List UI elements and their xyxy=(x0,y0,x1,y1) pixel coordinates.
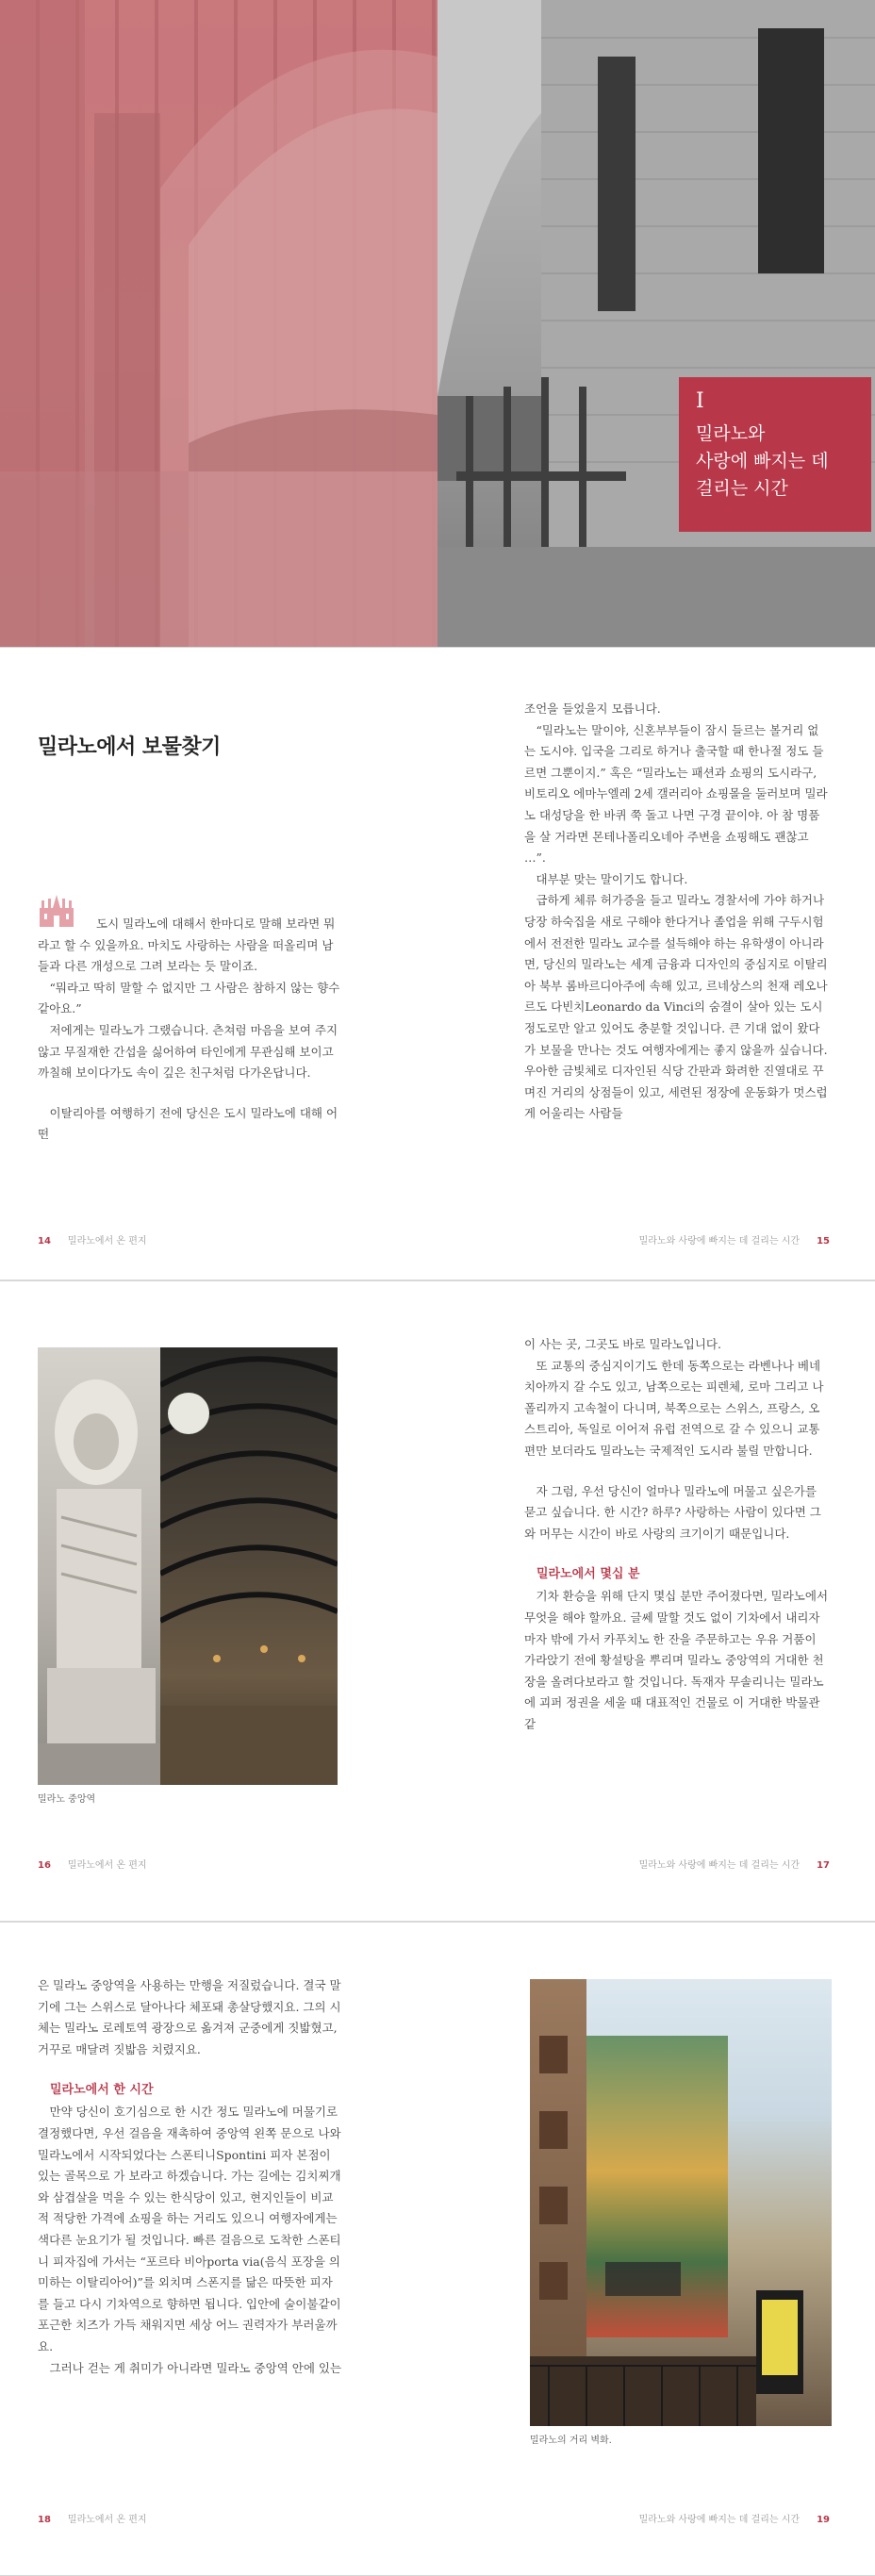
folio-right xyxy=(639,1857,830,1871)
paragraph: 저에게는 밀라노가 그랬습니다. 츤쳐럼 마음을 보여 주지 않고 무질재한 간섭을 싫어하여 타인에게 무관심해 보이고 까칠해 보이다가도 속이 깊은 친구처럼 다가온답니다. xyxy=(38,1022,338,1081)
spread-pages-16-17 xyxy=(0,1280,875,1922)
paragraph: 그러나 걷는 게 취미가 아니라면 밀라노 중앙역 안에 있는 xyxy=(49,2360,342,2375)
building-illustration xyxy=(438,0,875,647)
running-title: 밀라노에서 온 편지 xyxy=(67,2515,147,2525)
page-number: 16 xyxy=(38,1860,51,1871)
running-title: 밀라노와 사랑에 빠지는 데 걸리는 시간 xyxy=(638,1860,801,1871)
page-18-body xyxy=(38,1975,341,2379)
paragraph: “뭐라고 딱히 말할 수 없지만 그 사람은 참하지 않는 향수 같아요.” xyxy=(38,980,340,1016)
section-title: 밀라노에서 보물찾기 xyxy=(38,735,221,759)
folio-right xyxy=(639,2511,830,2525)
milano-central-station-photo xyxy=(38,1347,338,1785)
page-number: 19 xyxy=(817,2515,830,2525)
street-mural-photo xyxy=(530,1979,832,2426)
running-title: 밀라노와 사랑에 빠지는 데 걸리는 시간 xyxy=(638,1236,801,1247)
paragraph: 대부분 맞는 말이기도 합니다. xyxy=(536,871,688,886)
photo-caption: 밀라노 중앙역 xyxy=(38,1794,96,1805)
paragraph: 조언을 들었을지 모릅니다. xyxy=(524,702,661,716)
running-title: 밀라노에서 온 편지 xyxy=(67,1236,147,1247)
running-title: 밀라노와 사랑에 빠지는 데 걸리는 시간 xyxy=(638,2515,801,2525)
lion-statue xyxy=(38,1347,160,1785)
arch-illustration xyxy=(0,0,438,647)
subhead: 밀라노에서 한 시간 xyxy=(50,2083,154,2098)
folio-left xyxy=(38,1232,147,1247)
spread-pages-14-15 xyxy=(0,647,875,1280)
subhead: 밀라노에서 몇십 분 xyxy=(537,1567,640,1582)
stone-building-photo xyxy=(438,0,875,647)
page-14-body xyxy=(38,914,341,1146)
chapter-title-line: 걸리는 시간 xyxy=(696,478,788,499)
page-17-body xyxy=(524,1334,828,1736)
paragraph: 자 그럼, 우선 당신이 얼마나 밀라노에 머물고 싶은가를 묻고 싶습니다. 한 시간? 하루? 사랑하는 사람이 있다면 그와 머무는 시간이 바로 사랑의 크기이기 때문입니다. xyxy=(524,1483,821,1541)
chapter-opener-spread xyxy=(0,0,875,647)
paragraph: 이탈리아를 여행하기 전에 당신은 도시 밀라노에 대해 어떤 xyxy=(38,1105,338,1142)
folio-left xyxy=(38,2511,147,2525)
paragraph: 급하게 체류 허가증을 들고 밀라노 경찰서에 가야 하거나 당장 하숙집을 새로 구해야 한다거나 졸업을 위해 구두시험에서 전전한 밀라노 교수를 설득해야 하는 유학생이 아니라면, 당신의 밀라노는 세계 금융과 디자인의 중심지로 이탈리아 북부 롬바르디아주에 속해 있고, 르네상스의 천재 레오나르도 다빈치Leonardo da Vinci의 숨결이 살아 있는 도시 정도로만 알고 있어도 충분할 것입니다. 큰 기대 없이 왔다가 보물을 만나는 것도 여행자에게는 좋지 않을까 싶습니다. 우아한 금빛체로 디자인된 식당 간판과 화려한 진열대로 꾸며진 거리의 상점들이 있고, 세련된 정장에 운동화가 멋스럽게 어울리는 사람들 xyxy=(524,893,828,1121)
page-number: 18 xyxy=(38,2515,51,2525)
photo-caption: 밀라노의 거리 벽화. xyxy=(530,2436,612,2446)
paragraph: “밀라노는 말이야, 신혼부부들이 잠시 들르는 볼거리 없는 도시야. 입국을 그리로 하거나 출국할 때 한나절 정도 들르면 그뿐이지.” 혹은 “밀라노는 패션과 쇼핑의 도시라구, 비토리오 에마누엘레 2세 갤러리아 쇼핑몰을 둘러보며 밀라노 대성당을 한 바퀴 쭉 돌고 나면 구경 끝이야. 아 참 명품을 살 거라면 몬테나폴리오네아 주변을 쇼핑해도 괜찮고 …”. xyxy=(524,722,828,866)
page-number: 15 xyxy=(817,1236,830,1247)
folio-right xyxy=(639,1232,830,1247)
station-canopy xyxy=(160,1347,338,1785)
arch-photo-tinted xyxy=(0,0,438,647)
paragraph: 도시 밀라노에 대해서 한마디로 말해 보라면 뭐라고 할 수 있을까요. 마치도 사랑하는 사람을 떠올리며 남들과 다른 개성으로 그려 보라는 듯 말이죠. xyxy=(38,916,336,974)
paragraph: 기차 환승을 위해 단지 몇십 분만 주어졌다면, 밀라노에서 무엇을 해야 할까요. 글쎄 말할 것도 없이 기차에서 내리자마자 밖에 가서 카푸치노 한 잔을 주문하고는 우유 거품이 가라앉기 전에 황설탕을 뿌리며 밀라노 중앙역의 거대한 천장을 올려다보라고 할 것입니다. 독재자 무솔리니는 밀라노에 괴퍼 정권을 세울 때 대표적인 건물로 이 거대한 박물관 같 xyxy=(524,1589,829,1731)
page-number: 14 xyxy=(38,1236,51,1247)
chapter-title-line: 사랑에 빠지는 데 xyxy=(696,451,829,471)
chapter-number: I xyxy=(696,389,704,413)
chapter-title-box xyxy=(679,377,871,532)
paragraph: 또 교통의 중심지이기도 한데 동쪽으로는 라벤나나 베네치아까지 갈 수도 있고, 남쪽으로는 피렌체, 로마 그리고 나폴리까지 고속철이 다니며, 북쪽으로는 스위스, 프랑스, 오스트리아, 독일로 이어져 유럽 전역으로 갈 수 있으니 교통편만 보더라도 밀라노는 국제적인 도시라 불릴 만합니다. xyxy=(524,1358,824,1458)
paragraph: 만약 당신이 호기심으로 한 시간 정도 밀라노에 머물기로 결정했다면, 우선 걸음을 재촉하여 중앙역 왼쪽 문으로 나와 밀라노에서 시작되었다는 스폰티니Spontini 피자 본점이 있는 골목으로 가 보라고 하겠습니다. 가는 길에는 김치찌개와 삼겹살을 먹을 수 있는 한식당이 있고, 현지인들이 비교적 적당한 가격에 쇼핑을 하는 거리도 있으니 여행자에게는 색다른 눈요기가 될 것입니다. 빠른 걸음으로 도착한 스폰티니 피자집에 가서는 “포르타 비아porta via(음식 포장을 의미하는 이탈리아어)”를 외치며 스폰지를 닮은 따뜻한 피자를 들고 다시 기차역으로 향하면 됩니다. 입안에 술이불같이 포근한 치즈가 가득 채워지면 세상 어느 권력자가 부러울까요. xyxy=(38,2105,341,2353)
page-15-body xyxy=(524,699,828,1125)
spread-pages-18-19 xyxy=(0,1922,875,2576)
folio-left xyxy=(38,1857,147,1871)
running-title: 밀라노에서 온 편지 xyxy=(67,1860,147,1871)
paragraph: 은 밀라노 중앙역을 사용하는 만행을 저질렀습니다. 결국 말기에 그는 스위스로 달아나다 체포돼 총살당했지요. 그의 시체는 밀라노 로레토역 광장으로 옮겨져 군중에게 짓밟혔고, 거꾸로 매달려 짓밟음 치렸지요. xyxy=(38,1978,341,2056)
paragraph: 이 사는 곳, 그곳도 바로 밀라노입니다. xyxy=(524,1337,721,1351)
chapter-title-line: 밀라노와 xyxy=(696,423,766,444)
chapter-title xyxy=(696,421,854,503)
page-number: 17 xyxy=(817,1860,830,1871)
